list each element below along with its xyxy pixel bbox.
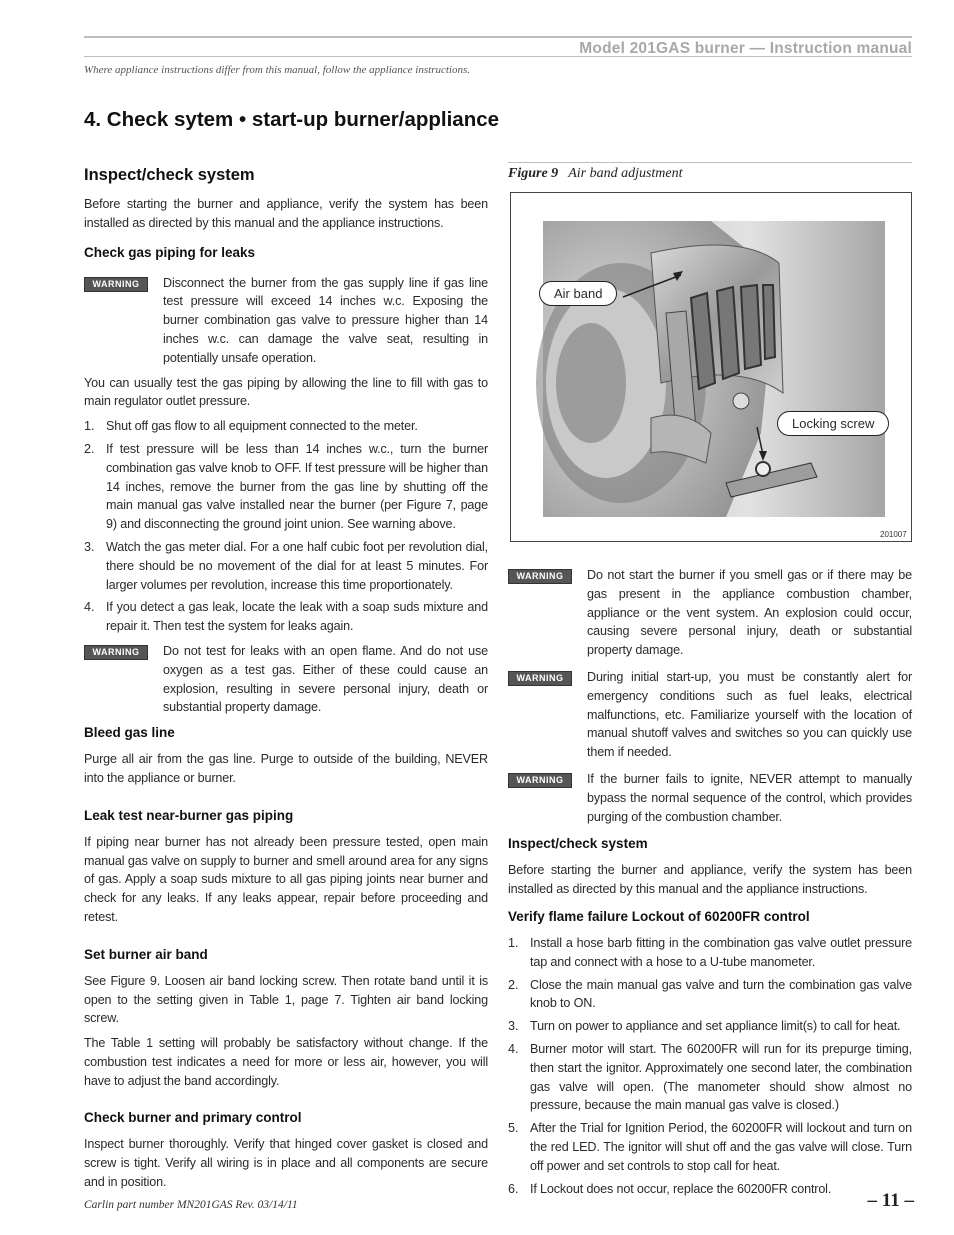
piping-heading: Check gas piping for leaks: [84, 244, 256, 260]
list-item: [84, 417, 488, 436]
piping-text: You can usually test the gas piping by allowing the line to fill with gas to main regulator outlet pressure.: [84, 375, 488, 409]
step-number: 3.: [508, 1019, 519, 1034]
header-note: Where appliance instructions differ from this manual, follow the appliance instructions.: [84, 64, 470, 76]
warning-text-4: During initial start-up, you must be constantly alert for emergency conditions such as fuel leaks, electrical malfunctions, etc. Familiarize yourself with the location of manual shutoff valves and switches so you can quickly use them if needed.: [587, 669, 912, 760]
leak-heading: Leak test near-burner gas piping: [84, 807, 294, 823]
step-number: 1.: [508, 935, 519, 950]
step-number: 4.: [508, 1041, 519, 1056]
right-column: [508, 566, 912, 1202]
warning-text-1: Disconnect the burner from the gas supply line if gas line test pressure will exceed 14 inches w.c. Exposing the burner combination gas valve to pressure higher than 14 inches w.c. can damage the valve seat, resulting in potentially unsafe operation.: [163, 275, 488, 365]
airband-text-2: The Table 1 setting will probably be satisfactory without change. If the combustion test indicates a need for more or less air, however, you will have to adjust the band accordingly.: [84, 1036, 488, 1088]
step-number: 2.: [508, 977, 519, 992]
callout-leaders: [511, 193, 911, 541]
verify-heading: Verify flame failure Lockout of 60200FR control: [508, 908, 810, 924]
step-text: Close the main manual gas valve and turn the combination gas valve knob to ON.: [530, 977, 912, 1011]
callout-locking-screw: Locking screw: [777, 411, 889, 436]
warning-badge: WARNING: [84, 277, 148, 292]
footer-part-number: Carlin part number MN201GAS Rev. 03/14/11: [84, 1199, 298, 1211]
warning-badge: WARNING: [508, 671, 572, 686]
list-item: [84, 538, 488, 594]
callout-air-band: Air band: [539, 281, 617, 306]
step-text: If you detect a gas leak, locate the leak with a soap suds mixture and repair it. Then test the system for leaks again.: [106, 600, 488, 634]
list-item: [508, 1017, 912, 1036]
header-title: Model 201GAS burner — Instruction manual: [579, 40, 912, 57]
warning-badge: WARNING: [508, 773, 572, 788]
step-text: If test pressure will be less than 14 inches w.c., turn the burner combination gas valve knob to OFF. If test pressure will be higher than 14 inches, remove the burner from the gas line by shutting off the main manual gas valve installed near the burner (per Figure 7, page 9) and disconnecting the ground joint union. See warning above.: [106, 441, 488, 532]
control-heading: Check burner and primary control: [84, 1110, 302, 1126]
warning-text-3: Do not start the burner if you smell gas or if there may be gas present in the appliance combustion chamber, appliance or the vent system. An explosion could occur, causing severe personal injury, death or substantial property damage.: [587, 568, 912, 658]
list-item: [508, 1040, 912, 1115]
step-text: If Lockout does not occur, replace the 60200FR control.: [530, 1181, 832, 1196]
left-column: [84, 166, 488, 1198]
bleed-text: Purge all air from the gas line. Purge to outside of the building, NEVER into the appliance or burner.: [84, 752, 488, 785]
header-rule-top: [84, 36, 912, 38]
list-item: [508, 1180, 912, 1199]
list-item: [508, 976, 912, 1014]
warning-badge: WARNING: [84, 645, 148, 660]
warning-block-2: [84, 642, 488, 717]
warning-block-3: [508, 566, 912, 660]
page-number: – 11 –: [867, 1190, 914, 1211]
step-number: 6.: [508, 1181, 519, 1196]
warning-block-4: [508, 668, 912, 762]
list-item: [508, 1119, 912, 1175]
step-text: Watch the gas meter dial. For a one half cubic foot per revolution dial, there should be no movement of the dial for at least 5 minutes. For larger volumes per revolution, increase this time proportionately.: [106, 539, 488, 592]
verify-steps: [508, 934, 912, 1198]
airband-text-1: See Figure 9. Loosen air band locking screw. Then rotate band until it is open to the setting given in Table 1, page 7. Tighten air band locking screw.: [84, 973, 488, 1026]
figure-label: Figure 9: [508, 166, 559, 181]
bleed-heading: Bleed gas line: [84, 725, 175, 741]
step-number: 1.: [84, 419, 95, 434]
inspect-text-right: Before starting the burner and appliance, verify the system has been installed as directed by this manual and the appliance instructions.: [508, 863, 912, 897]
inspect-text: Before starting the burner and appliance, verify the system has been installed as directed by this manual and the appliance instructions.: [84, 197, 488, 230]
step-text: Install a hose barb fitting in the combination gas valve outlet pressure tap and connect with a hose to a U-tube manometer.: [530, 935, 912, 969]
inspect-heading: Inspect/check system: [84, 166, 255, 184]
step-text: Burner motor will start. The 60200FR will run for its prepurge timing, then start the ignitor. Approximately one second later, the combination gas valve will open. (The manometer should show almost no pressure, because the main manual gas valve is closed.): [530, 1041, 912, 1113]
warning-block-5: [508, 770, 912, 826]
warning-text-5: If the burner fails to ignite, NEVER attempt to manually bypass the normal sequence of the control, which provides purging of the combustion chamber.: [587, 771, 912, 824]
figure-id: 201007: [880, 530, 907, 539]
figure-rule: [508, 162, 912, 163]
inspect-heading-right: Inspect/check system: [508, 836, 648, 852]
step-text: After the Trial for Ignition Period, the 60200FR will lockout and turn on the red LED. The ignitor will shut off and the gas valve will close. Turn off power and set controls to stop call for heat.: [530, 1121, 912, 1173]
step-number: 4.: [84, 600, 95, 615]
list-item: [84, 440, 488, 534]
leak-text: If piping near burner has not already been pressure tested, open main manual gas valve on supply to burner and smell around area for any signs of gas. Apply a soap suds mixture to all gas piping joints near burner and check for any leaks. If any leaks appear, repair before proceeding and retest.: [84, 834, 488, 924]
step-text: Shut off gas flow to all equipment connected to the meter.: [106, 419, 418, 434]
warning-block-1: [84, 274, 488, 368]
step-number: 5.: [508, 1121, 519, 1136]
step-number: 2.: [84, 441, 95, 456]
figure-caption: [508, 166, 683, 182]
list-item: [84, 598, 488, 636]
control-text: Inspect burner thoroughly. Verify that hinged cover gasket is closed and screw is tight. Verify all wiring is in place and all components are secure and in position.: [84, 1137, 488, 1190]
step-number: 3.: [84, 539, 95, 554]
list-item: [508, 934, 912, 972]
warning-badge: WARNING: [508, 569, 572, 584]
piping-steps: [84, 417, 488, 636]
step-text: Turn on power to appliance and set appliance limit(s) to call for heat.: [530, 1019, 901, 1034]
airband-heading: Set burner air band: [84, 946, 208, 962]
warning-text-2: Do not test for leaks with an open flame. And do not use oxygen as a test gas. Either of these could cause an explosion, resulting in severe personal injury, death or substantial property damage.: [163, 643, 488, 715]
section-title: 4. Check sytem • start-up burner/appliance: [84, 108, 500, 131]
header-rule-bottom: [84, 56, 912, 57]
figure-title: Air band adjustment: [568, 166, 683, 181]
figure-box: [510, 192, 912, 542]
